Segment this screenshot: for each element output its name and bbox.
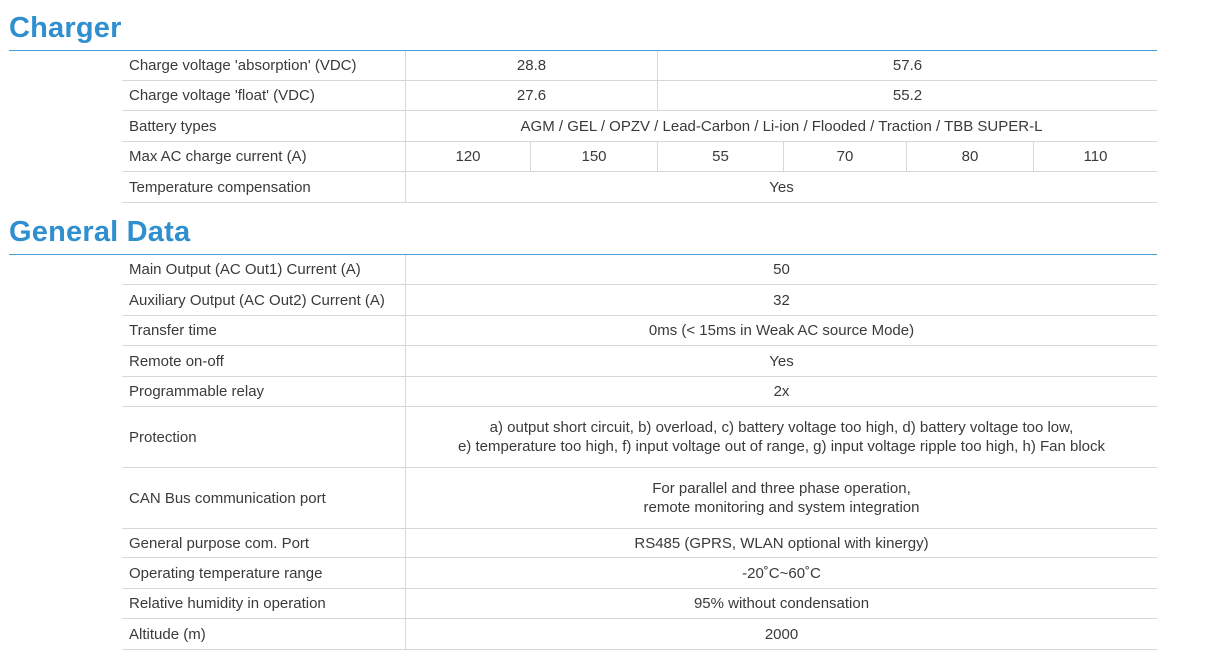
value-cell: RS485 (GPRS, WLAN optional with kinergy): [634, 534, 929, 552]
row-label: Altitude (m): [122, 619, 406, 649]
value-cell: AGM / GEL / OPZV / Lead-Carbon / Li-ion / Flooded / Traction / TBB SUPER-L: [520, 117, 1043, 135]
value-cell: Yes: [769, 178, 794, 196]
table-row: [122, 346, 1157, 377]
value-cell: 55.2: [892, 87, 923, 104]
table-row: [122, 407, 1157, 468]
table-row: [122, 51, 1157, 81]
value-cell: -20˚C~60˚C: [742, 564, 821, 582]
table-row: [122, 111, 1157, 142]
section-title-charger: Charger: [9, 12, 122, 44]
value-cell: 0ms (< 15ms in Weak AC source Mode): [648, 322, 915, 339]
row-label: Charge voltage 'absorption' (VDC): [122, 51, 406, 80]
value-line: For parallel and three phase operation,: [652, 480, 911, 497]
table-row: [122, 589, 1157, 619]
section-title-general-data: General Data: [9, 216, 191, 248]
value-cell: Yes: [769, 352, 794, 370]
value-line: a) output short circuit, b) overload, c) battery voltage too high, d) battery voltage too low,: [489, 419, 1074, 436]
row-label: Protection: [122, 407, 406, 467]
value-cell: 32: [773, 291, 790, 309]
row-label: Transfer time: [122, 316, 406, 345]
value-cell: 28.8: [406, 51, 658, 80]
value-cell: 55: [658, 142, 784, 171]
row-label: Battery types: [122, 111, 406, 141]
table-row: [122, 558, 1157, 589]
value-cell: 57.6: [892, 57, 923, 74]
row-label: CAN Bus communication port: [122, 468, 406, 528]
value-cell: 70: [784, 142, 907, 171]
table-row: [122, 255, 1157, 285]
table-row: [122, 285, 1157, 316]
value-cell: 95% without condensation: [693, 595, 870, 612]
value-cell: [406, 407, 1157, 467]
charger-table: [122, 51, 1157, 203]
row-label: Charge voltage 'float' (VDC): [122, 81, 406, 110]
table-row: [122, 172, 1157, 203]
value-line: remote monitoring and system integration: [643, 499, 920, 516]
value-cell: 27.6: [406, 81, 658, 110]
table-row: [122, 529, 1157, 558]
row-label: Relative humidity in operation: [122, 589, 406, 618]
row-label: Auxiliary Output (AC Out2) Current (A): [122, 285, 406, 315]
value-cell: 110: [1083, 148, 1108, 165]
value-cell: 2000: [764, 625, 799, 643]
value-line: e) temperature too high, f) input voltage out of range, g) input voltage ripple too high, h) Fan block: [457, 438, 1106, 455]
row-label: Remote on-off: [122, 346, 406, 376]
value-cell: 2x: [773, 383, 790, 400]
row-label: General purpose com. Port: [122, 529, 406, 557]
table-row: [122, 142, 1157, 172]
row-label: Max AC charge current (A): [122, 142, 406, 171]
value-cell: 80: [907, 142, 1034, 171]
table-row: [122, 316, 1157, 346]
value-cell: 50: [773, 261, 790, 278]
value-cell: 150: [531, 142, 658, 171]
row-label: Main Output (AC Out1) Current (A): [122, 255, 406, 284]
row-label: Temperature compensation: [122, 172, 406, 202]
table-row: [122, 619, 1157, 650]
general-data-table: [122, 255, 1157, 650]
row-label: Programmable relay: [122, 377, 406, 406]
table-row: [122, 468, 1157, 529]
value-cell: 120: [406, 142, 531, 171]
table-row: [122, 377, 1157, 407]
row-label: Operating temperature range: [122, 558, 406, 588]
table-row: [122, 81, 1157, 111]
value-cell: [406, 468, 1157, 528]
